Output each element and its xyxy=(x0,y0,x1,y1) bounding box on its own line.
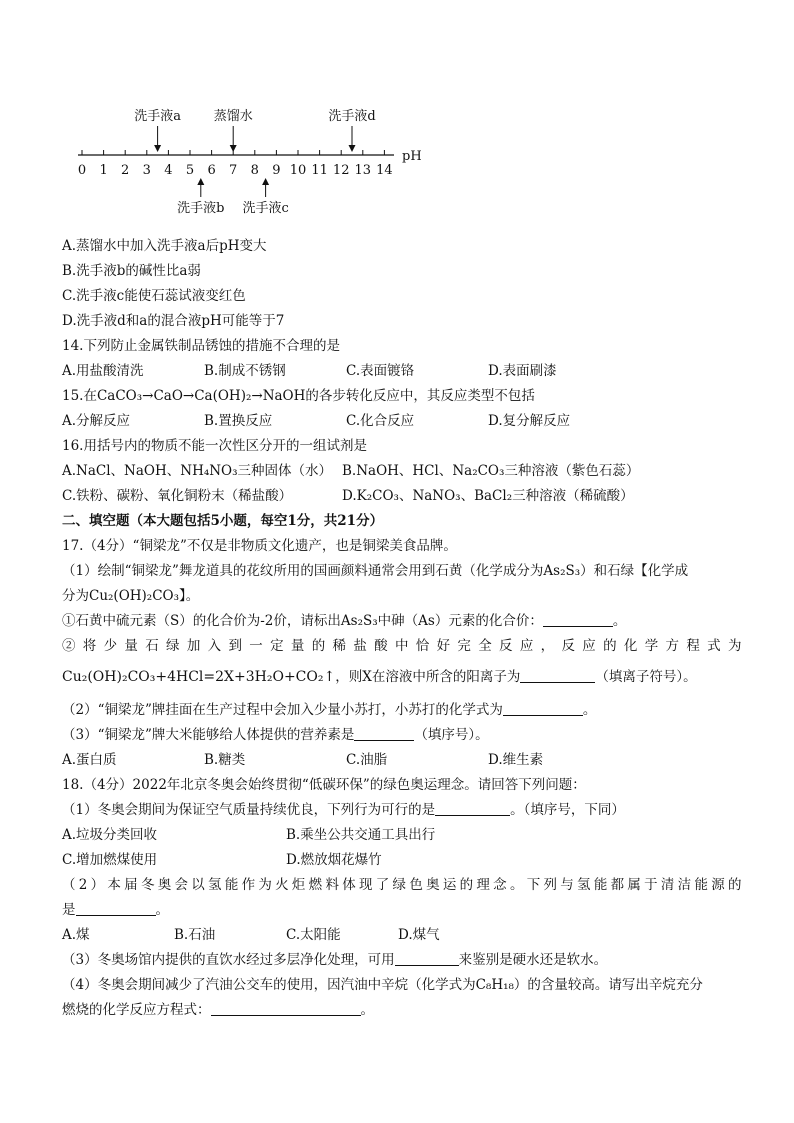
q18-part2-answer-blank[interactable] xyxy=(76,900,156,916)
q18-part2-line1: （2）本届冬奥会以氢能作为火炬燃料体现了绿色奥运的理念。下列与氢能都属于清洁能源的 xyxy=(62,877,742,893)
q17-option-d: D.维生素 xyxy=(488,752,544,768)
ph-tick-label-2: 2 xyxy=(121,163,130,178)
q18-part2-options xyxy=(62,923,742,948)
ph-marker-arrowhead-above-0 xyxy=(154,145,161,152)
q18-part4-answer-blank[interactable] xyxy=(211,1000,361,1016)
q18-part1-answer-blank[interactable] xyxy=(435,800,510,816)
q16-option-b: B.NaOH、HCl、Na₂CO₃三种溶液（紫色石蕊） xyxy=(342,463,640,479)
ph-tick-label-8: 8 xyxy=(250,163,259,178)
q17-part3 xyxy=(62,723,742,748)
q18-part1-tail: 。（填序号，下同） xyxy=(510,802,625,818)
ph-tick-label-13: 13 xyxy=(354,163,372,178)
ph-tick-label-4: 4 xyxy=(164,163,173,178)
q18-part2-line2-text: 是 xyxy=(62,902,76,918)
q18-part3 xyxy=(62,948,742,973)
q17-equation-tail-a: ，则X在溶液中所含的阳离子为 xyxy=(335,669,521,685)
q17-options xyxy=(62,748,742,773)
ph-unit-label: pH xyxy=(402,149,422,164)
q17-part3-tail: （填序号）。 xyxy=(414,727,489,743)
q18-part2-option-a: A.煤 xyxy=(62,927,90,943)
ph-tick-label-12: 12 xyxy=(332,163,350,178)
q17-option-a: A.蛋白质 xyxy=(62,752,117,768)
ph-marker-label-below-1: 洗手液c xyxy=(242,201,289,216)
ph-marker-label-below-0: 洗手液b xyxy=(177,201,225,216)
q16-options-ab xyxy=(62,459,742,484)
q17-part1-line2: 分为Cu₂(OH)₂CO₃】。 xyxy=(62,588,200,604)
q18-stem: 18.（4分）2022年北京冬奥会始终贯彻“低碳环保”的绿色奥运理念。请回答下列问题： xyxy=(62,777,586,793)
ph-marker-label-above-1: 蒸馏水 xyxy=(213,109,253,124)
ph-tick-label-10: 10 xyxy=(289,163,307,178)
ph-tick-label-3: 3 xyxy=(142,163,151,178)
q18-part2-option-b: B.石油 xyxy=(174,927,216,943)
ph-tick-label-6: 6 xyxy=(207,163,216,178)
q16-option-a: A.NaCl、NaOH、NH₄NO₃三种固体（水） xyxy=(62,463,333,479)
q17-sub1-period: 。 xyxy=(612,613,627,629)
q18-part1-option-b: B.乘坐公共交通工具出行 xyxy=(286,827,436,843)
ph-tick-label-14: 14 xyxy=(376,163,393,178)
q15-option-c: C.化合反应 xyxy=(346,413,415,429)
q14-stem: 14.下列防止金属铁制品锈蚀的措施不合理的是 xyxy=(62,338,340,354)
q14-option-c: C.表面镀铬 xyxy=(346,363,415,379)
q18-part1-options-ab xyxy=(62,823,742,848)
q18-part2-line2: 是 。 xyxy=(62,902,169,918)
ph-scale-svg xyxy=(60,100,460,225)
ph-tick-label-7: 7 xyxy=(229,163,238,178)
q17-equation-line xyxy=(62,661,742,694)
q18-part2-option-d: D.煤气 xyxy=(398,927,440,943)
q17-part1-sub2: ② 将 少 量 石 绿 加 入 到 一 定 量 的 稀 盐 酸 中 恰 好 完 全 反 应 ， 反 应 的 化 学 方 程 式 为 xyxy=(62,638,742,654)
q17-part2: （2）“铜梁龙”牌挂面在生产过程中会加入少量小苏打，小苏打的化学式为 。 xyxy=(62,702,597,718)
ph-scale-diagram xyxy=(60,100,460,225)
q18-part4-line2-text: 燃烧的化学反应方程式： xyxy=(62,1002,211,1018)
q13-option-d: D.洗手液d和a的混合液pH可能等于7 xyxy=(62,313,285,329)
q18-part1-option-c: C.增加燃煤使用 xyxy=(62,852,158,868)
ph-tick-label-1: 1 xyxy=(99,163,108,178)
q17-part2-text: （2）“铜梁龙”牌挂面在生产过程中会加入少量小苏打，小苏打的化学式为 xyxy=(62,702,503,718)
q17-stem: 17.（4分）“铜梁龙”不仅是非物质文化遗产，也是铜梁美食品牌。 xyxy=(62,538,457,554)
q14-option-d: D.表面刷漆 xyxy=(488,363,557,379)
ph-marker-label-above-2: 洗手液d xyxy=(328,109,376,124)
q17-equation-tail-b: （填离子符号）。 xyxy=(595,669,697,685)
q18-part1-option-d: D.燃放烟花爆竹 xyxy=(286,852,382,868)
q17-option-c: C.油脂 xyxy=(346,752,388,768)
q17-part1-sub1 xyxy=(62,609,742,634)
q13-option-b: B.洗手液b的碱性比a弱 xyxy=(62,263,201,279)
q17-equation: Cu₂(OH)₂CO₃+4HCl=2X+3H₂O+CO₂↑ xyxy=(62,669,336,685)
ph-marker-label-above-0: 洗手液a xyxy=(134,109,181,124)
q18-part3-answer-blank[interactable] xyxy=(395,950,459,966)
ph-tick-label-11: 11 xyxy=(311,163,328,178)
q16-stem: 16.用括号内的物质不能一次性区分开的一组试剂是 xyxy=(62,438,367,454)
q16-option-d: D.K₂CO₃、NaNO₃、BaCl₂三种溶液（稀硫酸） xyxy=(342,488,634,504)
q18-part3-text-a: （3）冬奥场馆内提供的直饮水经过多层净化处理，可用 xyxy=(62,952,395,968)
ph-tick-label-9: 9 xyxy=(272,163,281,178)
q17-sub1-text: ①石黄中硫元素（S）的化合价为-2价，请标出As₂S₃中砷（As）元素的化合价： xyxy=(62,613,543,629)
q13-option-a: A.蒸馏水中加入洗手液a后pH变大 xyxy=(62,238,267,254)
q15-option-b: B.置换反应 xyxy=(204,413,273,429)
q14-option-b: B.制成不锈钢 xyxy=(204,363,286,379)
question-content xyxy=(62,234,742,1023)
q17-part1-line1: （1）绘制“铜梁龙”舞龙道具的花纹所用的国画颜料通常会用到石黄（化学成分为As₂S₃）和石绿【化学成 xyxy=(62,563,689,579)
q18-part1-options-cd xyxy=(62,848,742,873)
q18-part1-option-a: A.垃圾分类回收 xyxy=(62,827,158,843)
ph-tick-label-0: 0 xyxy=(77,163,87,178)
q18-part1 xyxy=(62,798,742,823)
section-2-heading: 二、填空题（本大题包括5小题，每空1分，共21分） xyxy=(62,513,384,529)
q14-options xyxy=(62,359,742,384)
q17-part2-answer-blank[interactable] xyxy=(503,700,583,716)
ph-marker-arrowhead-above-2 xyxy=(349,145,356,152)
q16-option-c: C.铁粉、碳粉、氧化铜粉末（稀盐酸） xyxy=(62,488,293,504)
q17-option-b: B.糖类 xyxy=(204,752,246,768)
q18-part4-line1: （4）冬奥会期间减少了汽油公交车的使用，因汽油中辛烷（化学式为C₈H₁₈）的含量较高。请写出辛烷充分 xyxy=(62,977,703,993)
q17-cation-answer-blank[interactable] xyxy=(520,667,595,683)
q17-sub1-answer-blank[interactable] xyxy=(543,611,613,627)
q18-part3-text-b: 来鉴别是硬水还是软水。 xyxy=(458,952,608,968)
ph-markers xyxy=(134,108,375,216)
q16-options-cd xyxy=(62,484,742,509)
q15-stem: 15.在CaCO₃→CaO→Ca(OH)₂→NaOH的各步转化反应中，其反应类型不包括 xyxy=(62,388,535,404)
q15-option-d: D.复分解反应 xyxy=(488,413,571,429)
q13-option-c: C.洗手液c能使石蕊试液变红色 xyxy=(62,288,246,304)
q17-part3-text: （3）“铜梁龙”牌大米能够给人体提供的营养素是 xyxy=(62,727,355,743)
q18-part4-line2: 燃烧的化学反应方程式： 。 xyxy=(62,1002,374,1018)
ph-marker-arrowhead-above-1 xyxy=(230,145,237,152)
q18-part1-text: （1）冬奥会期间为保证空气质量持续优良，下列行为可行的是 xyxy=(62,802,436,818)
q15-options xyxy=(62,409,742,434)
ph-ticks xyxy=(78,150,393,178)
q15-option-a: A.分解反应 xyxy=(62,413,131,429)
q14-option-a: A.用盐酸清洗 xyxy=(62,363,144,379)
ph-tick-label-5: 5 xyxy=(185,163,195,178)
q18-part2-option-c: C.太阳能 xyxy=(286,927,341,943)
q17-part3-answer-blank[interactable] xyxy=(354,725,414,741)
